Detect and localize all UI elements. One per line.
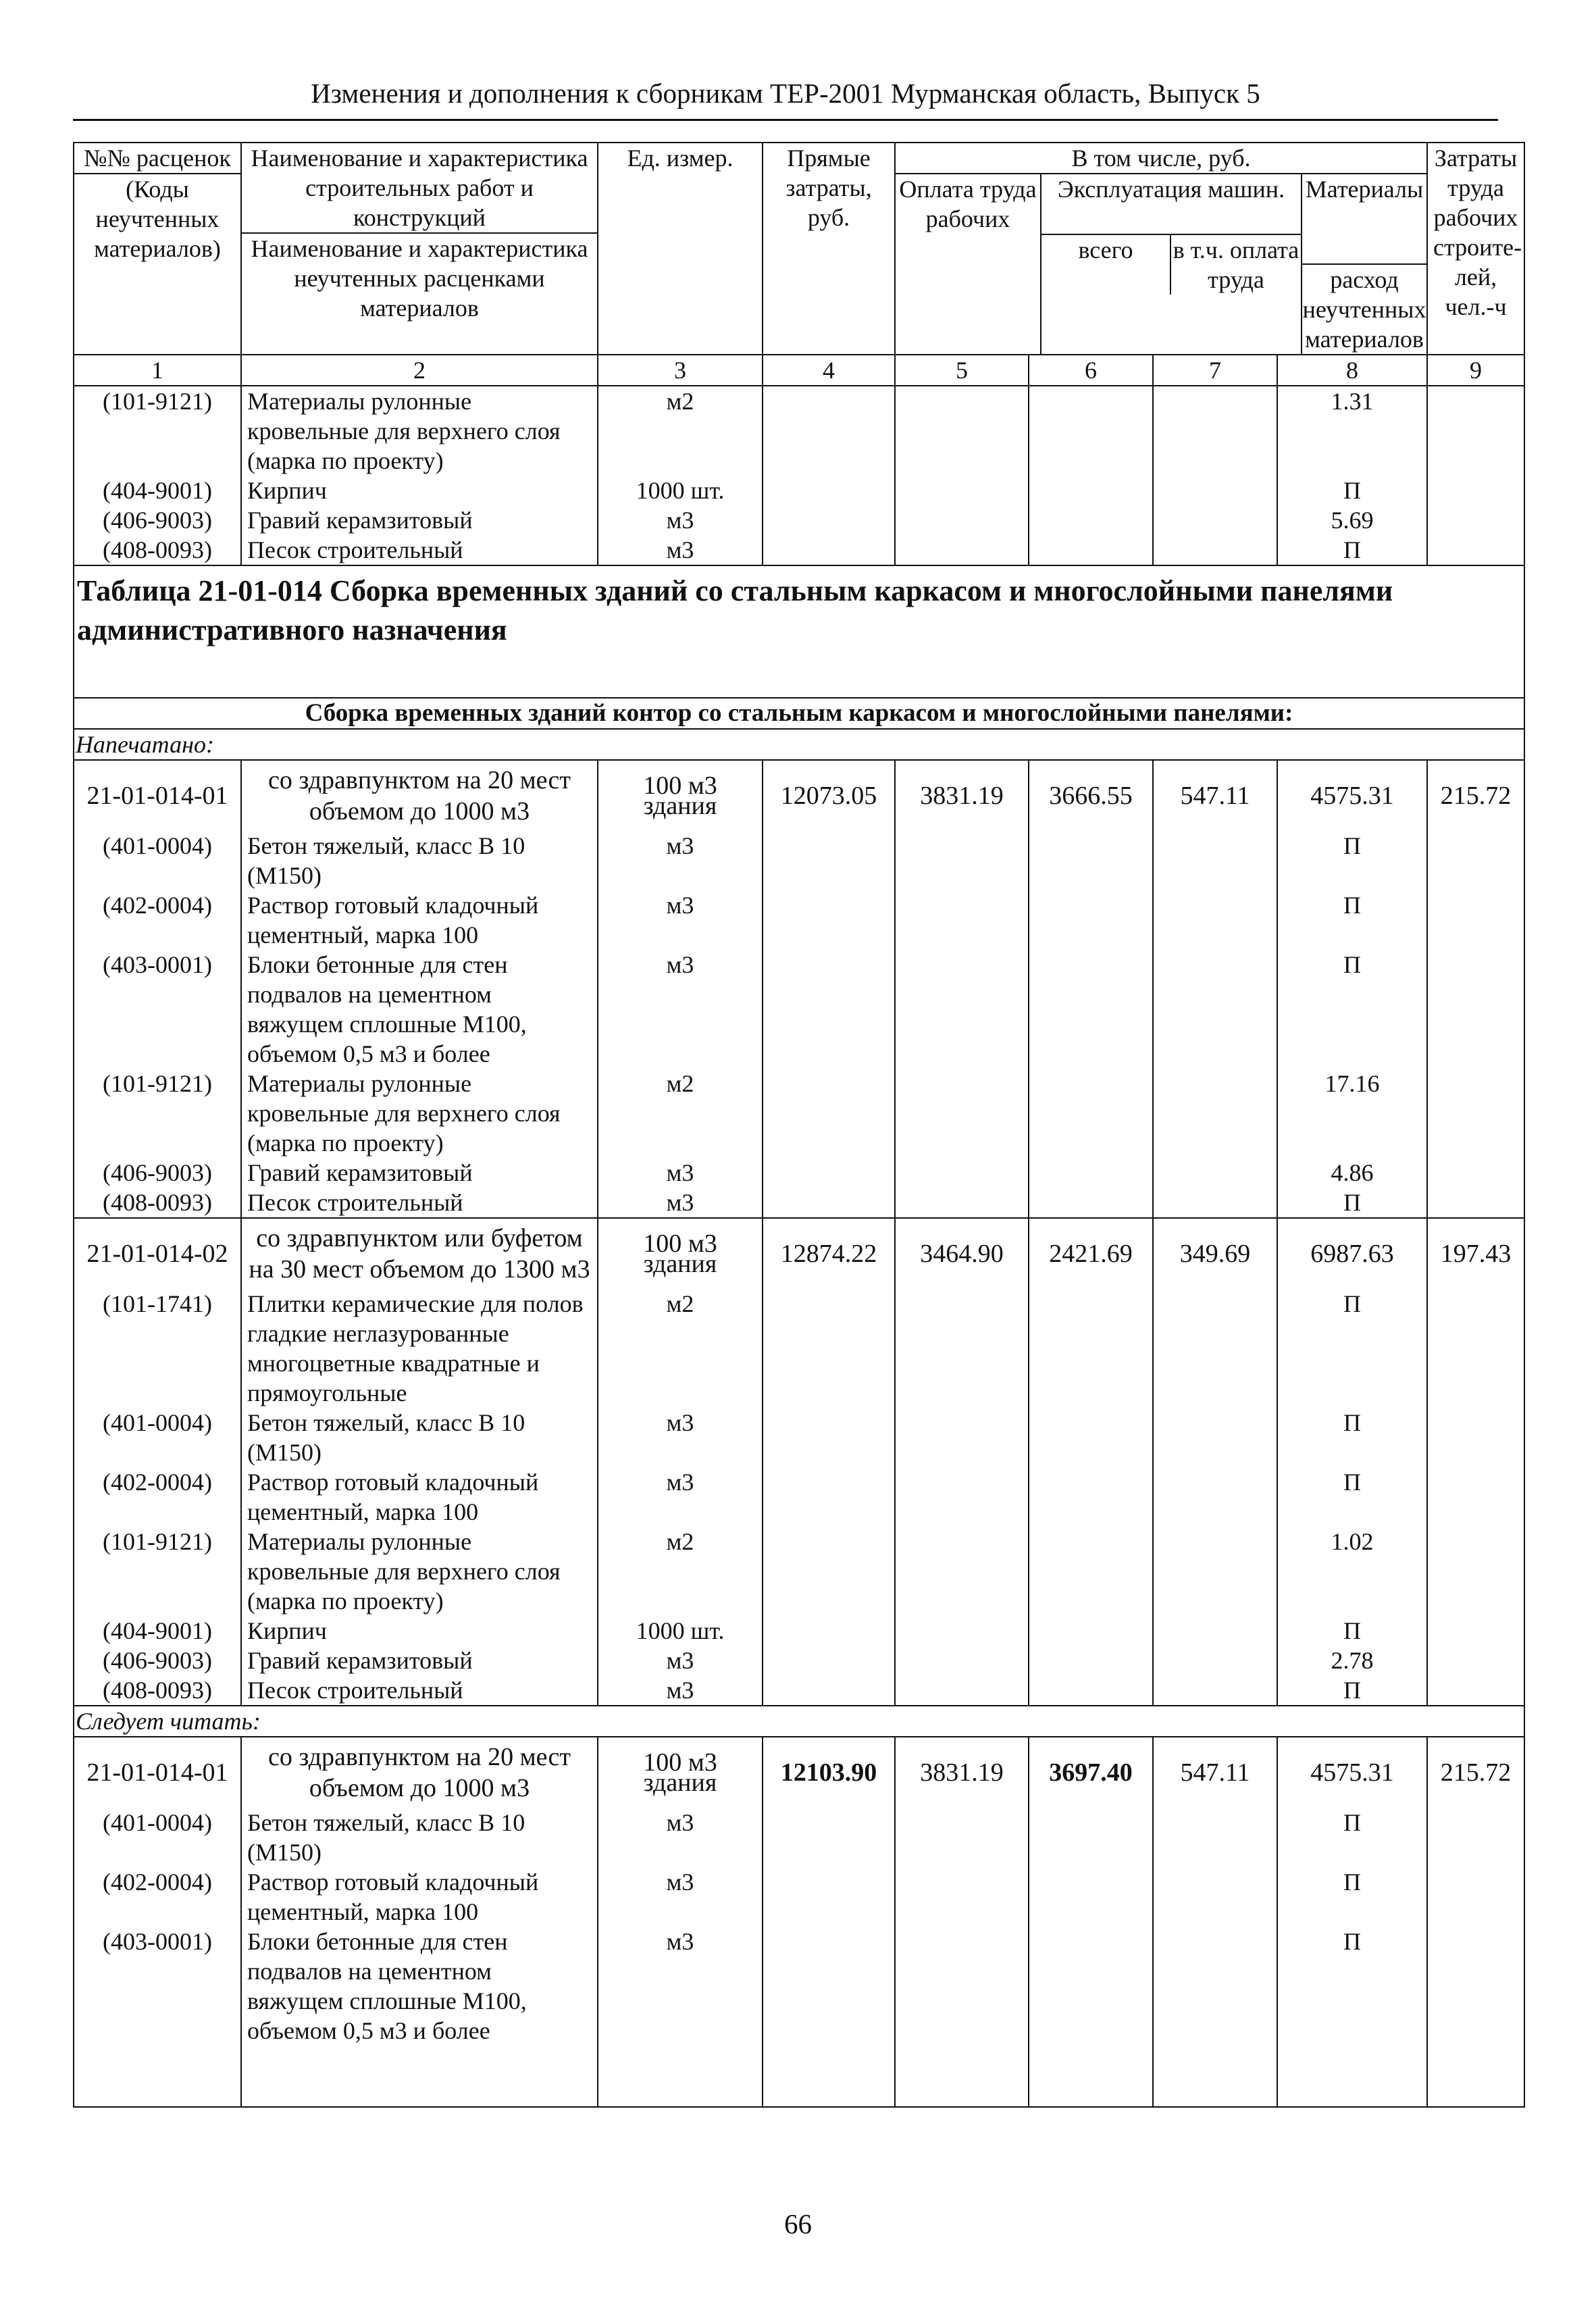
- material-row: [74, 386, 1524, 476]
- empty-cell: [763, 1675, 895, 1706]
- empty-cell: [1427, 1289, 1524, 1408]
- empty-cell: [1427, 950, 1524, 1069]
- empty-cell: [1029, 1808, 1153, 1867]
- material-consumption: П: [1277, 1467, 1427, 1527]
- material-unit: м3: [598, 831, 763, 890]
- material-name: Кирпич: [241, 1616, 598, 1646]
- material-name: Бетон тяжелый, класс В 10 (М150): [241, 831, 598, 890]
- material-row: [74, 1289, 1524, 1408]
- empty-cell: [895, 1867, 1029, 1927]
- col-name-title: Наименование и характеристика строительных работ и конструкций: [251, 145, 588, 231]
- col-code-title: №№ расценок: [84, 145, 231, 172]
- empty-cell: [1029, 1616, 1153, 1646]
- col-direct-header: Прямые затраты, руб.: [763, 143, 895, 355]
- col-mat-header: [1302, 174, 1426, 354]
- material-unit: м3: [598, 890, 763, 950]
- empty-cell: [895, 1408, 1029, 1467]
- note-printed-row: [74, 729, 1524, 760]
- material-consumption: П: [1277, 535, 1427, 565]
- rate-block-3: [74, 1737, 1524, 2045]
- material-name: Раствор готовый кладочный цементный, марка 100: [241, 1867, 598, 1927]
- rate-machines-pay: 547.11: [1153, 760, 1277, 831]
- empty-cell: [1153, 535, 1277, 565]
- col-num: 3: [598, 355, 763, 386]
- rate-materials: 4575.31: [1277, 760, 1427, 831]
- empty-cell: [895, 386, 1029, 476]
- material-consumption: П: [1277, 1675, 1427, 1706]
- empty-cell: [1427, 1188, 1524, 1218]
- rate-labor-hours: 215.72: [1427, 760, 1524, 831]
- material-name: Гравий керамзитовый: [241, 1646, 598, 1675]
- rate-block-1: [74, 760, 1524, 1218]
- empty-cell: [763, 1188, 895, 1218]
- material-unit: м3: [598, 1927, 763, 2045]
- material-code: (406-9003): [74, 1646, 241, 1675]
- empty-cell: [1427, 1467, 1524, 1527]
- empty-cell: [895, 476, 1029, 505]
- material-name: Блоки бетонные для стен подвалов на цементном вяжущем сплошные М100, объемом 0,5 м3 и более: [241, 950, 598, 1069]
- material-unit: м3: [598, 535, 763, 565]
- empty-cell: [763, 950, 895, 1069]
- material-code: (402-0004): [74, 1867, 241, 1927]
- page-number: 66: [784, 2208, 812, 2239]
- empty-cell: [1153, 1646, 1277, 1675]
- empty-cell: [1153, 1467, 1277, 1527]
- material-row: [74, 950, 1524, 1069]
- col-code-alt: (Коды неучтенных материалов): [74, 173, 240, 263]
- empty-cell: [1153, 1188, 1277, 1218]
- empty-cell: [895, 505, 1029, 535]
- material-unit: м2: [598, 1527, 763, 1616]
- col-incl-header: [895, 143, 1427, 355]
- table-title: Таблица 21-01-014 Сборка временных зданий со стальным каркасом и многослойными панелями административного назначения: [74, 565, 1524, 698]
- material-row: [74, 890, 1524, 950]
- rate-code: 21-01-014-02: [74, 1218, 241, 1289]
- col-pay-header: Оплата труда рабочих: [896, 174, 1041, 354]
- material-unit: м2: [598, 1289, 763, 1408]
- material-code: (408-0093): [74, 1675, 241, 1706]
- rate-machines-total: 2421.69: [1029, 1218, 1153, 1289]
- col-num: 1: [74, 355, 241, 386]
- material-name: Блоки бетонные для стен подвалов на цементном вяжущем сплошные М100, объемом 0,5 м3 и более: [241, 1927, 598, 2045]
- empty-cell: [1029, 535, 1153, 565]
- material-code: (402-0004): [74, 1467, 241, 1527]
- col-num: 6: [1029, 355, 1153, 386]
- rate-unit: 100 м3 здания: [598, 1737, 763, 1808]
- material-name: Материалы рулонные кровельные для верхнего слоя (марка по проекту): [241, 1527, 598, 1616]
- material-row: [74, 831, 1524, 890]
- empty-cell: [1029, 1527, 1153, 1616]
- empty-cell: [763, 890, 895, 950]
- col-num: 2: [241, 355, 598, 386]
- material-row: [74, 1646, 1524, 1675]
- rate-machines-total: 3666.55: [1029, 760, 1153, 831]
- empty-cell: [1427, 1527, 1524, 1616]
- material-name: Плитки керамические для полов гладкие неглазурованные многоцветные квадратные и прямоугольные: [241, 1289, 598, 1408]
- note-printed: Напечатано:: [74, 729, 1524, 760]
- rate-labor-pay: 3831.19: [895, 760, 1029, 831]
- material-unit: м3: [598, 1808, 763, 1867]
- material-row: [74, 476, 1524, 505]
- note-should-row: [74, 1706, 1524, 1737]
- col-mach-title: Эксплуатация машин.: [1057, 176, 1285, 203]
- rate-materials: 4575.31: [1277, 1737, 1427, 1808]
- pre-rows: [74, 386, 1524, 565]
- empty-cell: [1427, 1646, 1524, 1675]
- empty-cell: [1427, 535, 1524, 565]
- rate-row: [74, 760, 1524, 831]
- empty-cell: [1029, 1289, 1153, 1408]
- material-unit: м2: [598, 1069, 763, 1158]
- material-consumption: 4.86: [1277, 1158, 1427, 1188]
- material-unit: 1000 шт.: [598, 476, 763, 505]
- material-code: (406-9003): [74, 505, 241, 535]
- col-mach-header: [1041, 174, 1302, 354]
- empty-cell: [763, 505, 895, 535]
- empty-cell: [1029, 1188, 1153, 1218]
- empty-cell: [1153, 950, 1277, 1069]
- rate-name: со здравпунктом на 20 мест объемом до 1000 м3: [241, 1737, 598, 1808]
- material-row: [74, 1467, 1524, 1527]
- empty-cell: [1029, 1927, 1153, 2045]
- material-name: Кирпич: [241, 476, 598, 505]
- material-consumption: 17.16: [1277, 1069, 1427, 1158]
- material-name: Песок строительный: [241, 1675, 598, 1706]
- empty-cell: [1029, 1867, 1153, 1927]
- empty-cell: [763, 831, 895, 890]
- material-row: [74, 1069, 1524, 1158]
- note-should: Следует читать:: [74, 1706, 1524, 1737]
- rate-unit: 100 м3 здания: [598, 760, 763, 831]
- material-unit: м3: [598, 1675, 763, 1706]
- col-mach-total: всего: [1041, 235, 1171, 295]
- empty-cell: [895, 1467, 1029, 1527]
- material-consumption: 1.31: [1277, 386, 1427, 476]
- material-row: [74, 1158, 1524, 1188]
- empty-cell: [1029, 890, 1153, 950]
- empty-cell: [763, 1408, 895, 1467]
- empty-cell: [895, 1527, 1029, 1616]
- material-consumption: П: [1277, 831, 1427, 890]
- material-consumption: П: [1277, 1188, 1427, 1218]
- page-header: Изменения и дополнения к сборникам ТЕР-2001 Мурманская область, Выпуск 5: [311, 78, 1260, 109]
- material-row: [74, 1408, 1524, 1467]
- material-code: (101-9121): [74, 1069, 241, 1158]
- empty-cell: [1427, 831, 1524, 890]
- material-row: [74, 1927, 1524, 2045]
- empty-cell: [763, 1069, 895, 1158]
- empty-cell: [1427, 1069, 1524, 1158]
- material-row: [74, 1527, 1524, 1616]
- material-consumption: П: [1277, 1867, 1427, 1927]
- table-end-row: [74, 2045, 1524, 2107]
- empty-cell: [763, 1467, 895, 1527]
- material-code: (403-0001): [74, 950, 241, 1069]
- material-code: (404-9001): [74, 1616, 241, 1646]
- material-row: [74, 1675, 1524, 1706]
- material-unit: м3: [598, 1646, 763, 1675]
- material-unit: м3: [598, 1408, 763, 1467]
- empty-cell: [1029, 1408, 1153, 1467]
- material-code: (101-1741): [74, 1289, 241, 1408]
- col-incl-title: В том числе, руб.: [896, 143, 1426, 174]
- col-mat-title: Материалы: [1305, 176, 1424, 203]
- empty-cell: [895, 1808, 1029, 1867]
- material-row: [74, 1188, 1524, 1218]
- material-code: (408-0093): [74, 1188, 241, 1218]
- material-code: (404-9001): [74, 476, 241, 505]
- empty-cell: [1153, 1069, 1277, 1158]
- empty-cell: [763, 1616, 895, 1646]
- material-name: Материалы рулонные кровельные для верхнего слоя (марка по проекту): [241, 1069, 598, 1158]
- empty-cell: [1427, 476, 1524, 505]
- empty-cell: [1427, 1675, 1524, 1706]
- rate-labor-hours: 215.72: [1427, 1737, 1524, 1808]
- empty-cell: [1427, 1158, 1524, 1188]
- empty-cell: [1029, 950, 1153, 1069]
- material-name: Бетон тяжелый, класс В 10 (М150): [241, 1408, 598, 1467]
- empty-cell: [1427, 1808, 1524, 1867]
- col-mat-alt: расход неучтенных материалов: [1302, 263, 1426, 354]
- material-name: Бетон тяжелый, класс В 10 (М150): [241, 1808, 598, 1867]
- empty-cell: [1427, 1408, 1524, 1467]
- material-row: [74, 535, 1524, 565]
- empty-cell: [895, 1927, 1029, 2045]
- empty-cell: [763, 1808, 895, 1867]
- empty-cell: [1029, 505, 1153, 535]
- material-code: (401-0004): [74, 831, 241, 890]
- empty-cell: [1427, 1616, 1524, 1646]
- rate-unit: 100 м3 здания: [598, 1218, 763, 1289]
- empty-cell: [1153, 1927, 1277, 2045]
- empty-cell: [1427, 1927, 1524, 2045]
- empty-cell: [763, 1646, 895, 1675]
- empty-cell: [1153, 476, 1277, 505]
- material-code: (402-0004): [74, 890, 241, 950]
- empty-cell: [1153, 1808, 1277, 1867]
- material-code: (101-9121): [74, 386, 241, 476]
- col-code-header: [74, 143, 241, 355]
- empty-cell: [895, 1289, 1029, 1408]
- material-consumption: 5.69: [1277, 505, 1427, 535]
- material-unit: м3: [598, 1467, 763, 1527]
- empty-cell: [895, 1158, 1029, 1188]
- empty-cell: [763, 1927, 895, 2045]
- material-unit: м2: [598, 386, 763, 476]
- material-name: Песок строительный: [241, 535, 598, 565]
- empty-cell: [1029, 1467, 1153, 1527]
- empty-cell: [895, 535, 1029, 565]
- material-row: [74, 505, 1524, 535]
- rate-materials: 6987.63: [1277, 1218, 1427, 1289]
- col-num: 9: [1427, 355, 1524, 386]
- empty-cell: [895, 1616, 1029, 1646]
- col-num: 8: [1277, 355, 1427, 386]
- empty-cell: [763, 1867, 895, 1927]
- col-unit-header: Ед. измер.: [598, 143, 763, 355]
- empty-cell: [1153, 890, 1277, 950]
- material-unit: м3: [598, 950, 763, 1069]
- material-code: (401-0004): [74, 1808, 241, 1867]
- column-numbers-row: [74, 355, 1524, 386]
- material-unit: 1000 шт.: [598, 1616, 763, 1646]
- empty-cell: [763, 535, 895, 565]
- material-consumption: П: [1277, 1808, 1427, 1867]
- material-name: Раствор готовый кладочный цементный, марка 100: [241, 1467, 598, 1527]
- col-mach-sub: [1041, 234, 1301, 295]
- col-num: 7: [1153, 355, 1277, 386]
- material-consumption: П: [1277, 1616, 1427, 1646]
- col-labor-header: Затраты труда рабочих строите-лей, чел.-ч: [1427, 143, 1524, 355]
- material-name: Гравий керамзитовый: [241, 1158, 598, 1188]
- material-consumption: П: [1277, 1927, 1427, 2045]
- empty-cell: [1153, 1158, 1277, 1188]
- rate-direct-cost: 12874.22: [763, 1218, 895, 1289]
- rate-labor-hours: 197.43: [1427, 1218, 1524, 1289]
- empty-cell: [1427, 505, 1524, 535]
- empty-cell: [1427, 890, 1524, 950]
- rate-code: 21-01-014-01: [74, 1737, 241, 1808]
- rate-direct-cost: 12073.05: [763, 760, 895, 831]
- material-code: (408-0093): [74, 535, 241, 565]
- rate-machines-pay: 547.11: [1153, 1737, 1277, 1808]
- empty-cell: [1153, 386, 1277, 476]
- rate-machines-total: 3697.40: [1029, 1737, 1153, 1808]
- material-code: (401-0004): [74, 1408, 241, 1467]
- rate-direct-cost: 12103.90: [763, 1737, 895, 1808]
- material-unit: м3: [598, 505, 763, 535]
- empty-cell: [1029, 476, 1153, 505]
- empty-cell: [763, 386, 895, 476]
- material-consumption: 1.02: [1277, 1527, 1427, 1616]
- rate-machines-pay: 349.69: [1153, 1218, 1277, 1289]
- material-unit: м3: [598, 1867, 763, 1927]
- rate-code: 21-01-014-01: [74, 760, 241, 831]
- rate-block-2: [74, 1218, 1524, 1706]
- empty-cell: [763, 1158, 895, 1188]
- material-name: Гравий керамзитовый: [241, 505, 598, 535]
- material-code: (101-9121): [74, 1527, 241, 1616]
- material-name: Материалы рулонные кровельные для верхнего слоя (марка по проекту): [241, 386, 598, 476]
- empty-cell: [895, 950, 1029, 1069]
- col-mach-pay: в т.ч. оплата труда: [1173, 236, 1299, 293]
- material-name: Песок строительный: [241, 1188, 598, 1218]
- header-row-1: [74, 143, 1524, 355]
- empty-cell: [1029, 386, 1153, 476]
- empty-cell: [895, 1675, 1029, 1706]
- rates-table: [73, 142, 1525, 2108]
- material-unit: м3: [598, 1158, 763, 1188]
- empty-cell: [1153, 505, 1277, 535]
- material-row: [74, 1867, 1524, 1927]
- table-title-row: [74, 565, 1524, 698]
- empty-cell: [1427, 386, 1524, 476]
- empty-cell: [1029, 1069, 1153, 1158]
- material-consumption: П: [1277, 890, 1427, 950]
- empty-cell: [763, 1289, 895, 1408]
- material-consumption: П: [1277, 1408, 1427, 1467]
- material-consumption: П: [1277, 1289, 1427, 1408]
- empty-cell: [1153, 1675, 1277, 1706]
- col-name-header: [241, 143, 598, 355]
- rate-name: со здравпунктом или буфетом на 30 мест объемом до 1300 м3: [241, 1218, 598, 1289]
- empty-cell: [763, 476, 895, 505]
- empty-cell: [895, 831, 1029, 890]
- col-name-alt: Наименование и характеристика неучтенных расценками материалов: [242, 232, 597, 323]
- material-code: (406-9003): [74, 1158, 241, 1188]
- empty-cell: [1029, 1646, 1153, 1675]
- col-num: 4: [763, 355, 895, 386]
- material-code: (403-0001): [74, 1927, 241, 2045]
- empty-cell: [763, 1527, 895, 1616]
- material-consumption: 2.78: [1277, 1646, 1427, 1675]
- rate-row: [74, 1737, 1524, 1808]
- header-rule: [73, 119, 1498, 121]
- empty-cell: [1427, 1867, 1524, 1927]
- col-incl-sub: [896, 174, 1426, 354]
- empty-cell: [895, 1646, 1029, 1675]
- empty-cell: [895, 890, 1029, 950]
- material-name: Раствор готовый кладочный цементный, марка 100: [241, 890, 598, 950]
- empty-cell: [895, 1069, 1029, 1158]
- empty-cell: [1153, 1408, 1277, 1467]
- subsection-title: Сборка временных зданий контор со стальным каркасом и многослойными панелями:: [74, 698, 1524, 729]
- subsection-row: [74, 698, 1524, 729]
- empty-cell: [1153, 1616, 1277, 1646]
- material-consumption: П: [1277, 476, 1427, 505]
- empty-cell: [1153, 831, 1277, 890]
- empty-cell: [1029, 831, 1153, 890]
- rate-name: со здравпунктом на 20 мест объемом до 1000 м3: [241, 760, 598, 831]
- rate-labor-pay: 3831.19: [895, 1737, 1029, 1808]
- material-row: [74, 1808, 1524, 1867]
- empty-cell: [895, 1188, 1029, 1218]
- material-unit: м3: [598, 1188, 763, 1218]
- rate-labor-pay: 3464.90: [895, 1218, 1029, 1289]
- empty-cell: [1029, 1158, 1153, 1188]
- rate-row: [74, 1218, 1524, 1289]
- material-row: [74, 1616, 1524, 1646]
- empty-cell: [1153, 1867, 1277, 1927]
- material-consumption: П: [1277, 950, 1427, 1069]
- empty-cell: [1029, 1675, 1153, 1706]
- col-num: 5: [895, 355, 1029, 386]
- empty-cell: [1153, 1527, 1277, 1616]
- empty-cell: [1153, 1289, 1277, 1408]
